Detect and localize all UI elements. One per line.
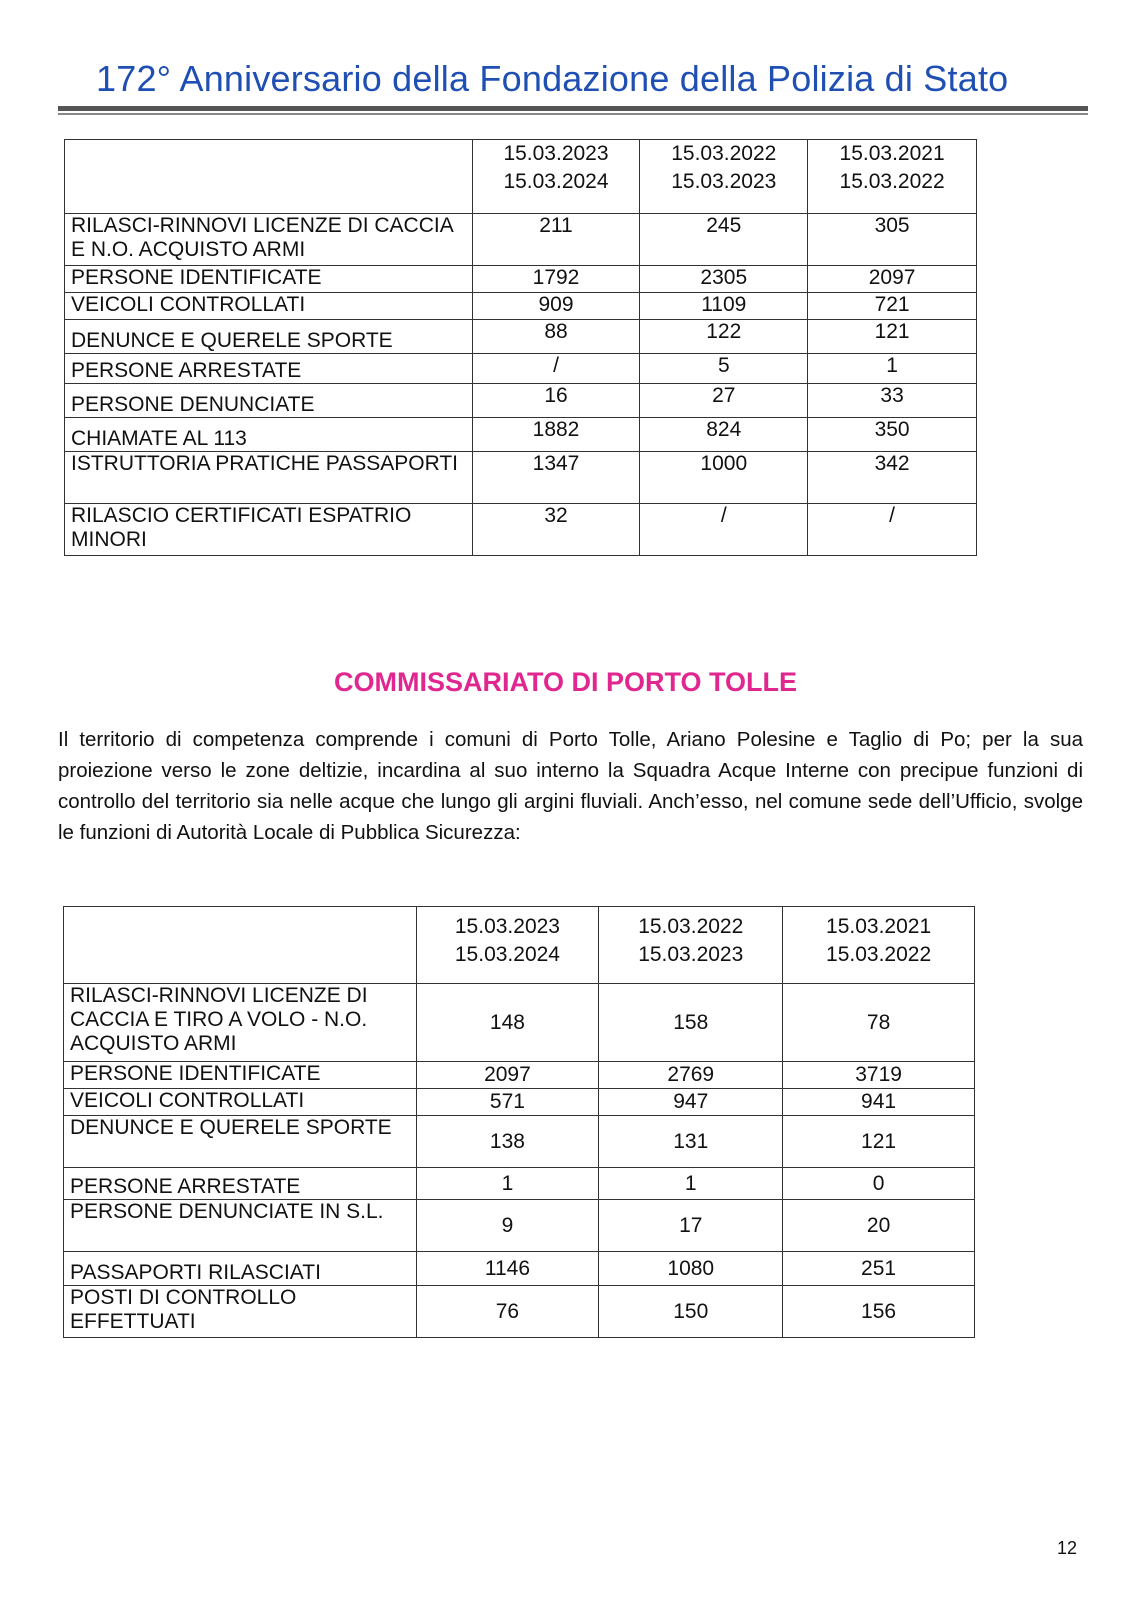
table-row [64,1168,975,1200]
row-value: 342 [808,452,977,504]
section-title: COMMISSARIATO DI PORTO TOLLE [333,667,798,697]
row-value: 131 [599,1116,783,1168]
row-value: 122 [640,320,808,354]
row-value: 9 [416,1200,599,1252]
row-value: 17 [599,1200,783,1252]
row-label: RILASCIO CERTIFICATI ESPATRIO MINORI [65,504,473,556]
row-value: 156 [783,1286,975,1338]
row-label: CHIAMATE AL 113 [65,418,473,452]
row-label: RILASCI-RINNOVI LICENZE DI CACCIA E TIRO A VOLO - N.O. ACQUISTO ARMI [64,984,417,1062]
table-row [64,1252,975,1286]
header-empty-cell [65,140,473,214]
row-value: 138 [416,1116,599,1168]
row-value: 16 [472,384,640,418]
row-label: PERSONE IDENTIFICATE [64,1062,417,1089]
table-row [64,1200,975,1252]
row-label: PERSONE ARRESTATE [65,354,473,384]
row-value: 27 [640,384,808,418]
row-value: 32 [472,504,640,556]
row-label: PERSONE DENUNCIATE [65,384,473,418]
table-header-row [64,907,975,984]
period-header: 15.03.2022 15.03.2023 [640,140,808,214]
row-value: 1 [808,354,977,384]
row-value: 1000 [640,452,808,504]
row-label: DENUNCE E QUERELE SPORTE [64,1116,417,1168]
page-number: 12 [1056,1538,1077,1558]
row-value: 251 [783,1252,975,1286]
table-row [64,1116,975,1168]
row-value: 1 [416,1168,599,1200]
row-value: 1882 [472,418,640,452]
row-label: PERSONE ARRESTATE [64,1168,417,1200]
row-value: 148 [416,984,599,1062]
row-value: 1109 [640,293,808,320]
table-row [65,354,977,384]
table-row [65,293,977,320]
table-row [65,418,977,452]
row-label: VEICOLI CONTROLLATI [64,1089,417,1116]
row-value: 158 [599,984,783,1062]
row-value: 2097 [416,1062,599,1089]
row-value: 824 [640,418,808,452]
stats-table-porto-tolle [63,906,975,1338]
row-value: 721 [808,293,977,320]
header-rule [58,106,1088,111]
row-value: 2097 [808,266,977,293]
row-value: 5 [640,354,808,384]
row-value: 78 [783,984,975,1062]
row-label: VEICOLI CONTROLLATI [65,293,473,320]
row-value: / [472,354,640,384]
row-label: DENUNCE E QUERELE SPORTE [65,320,473,354]
row-value: 909 [472,293,640,320]
row-value: 20 [783,1200,975,1252]
row-value: / [640,504,808,556]
row-label: PERSONE DENUNCIATE IN S.L. [64,1200,417,1252]
period-header: 15.03.2021 15.03.2022 [783,907,975,984]
table-row [64,1062,975,1089]
row-value: 150 [599,1286,783,1338]
row-value: 571 [416,1089,599,1116]
period-header: 15.03.2023 15.03.2024 [472,140,640,214]
period-header: 15.03.2023 15.03.2024 [416,907,599,984]
table-row [64,1286,975,1338]
table-row [65,504,977,556]
row-value: 1347 [472,452,640,504]
table-row [65,384,977,418]
row-label: ISTRUTTORIA PRATICHE PASSAPORTI [65,452,473,504]
row-value: 0 [783,1168,975,1200]
row-value: 1792 [472,266,640,293]
page-title: 172° Anniversario della Fondazione della Polizia di Stato [96,58,1009,99]
row-value: 941 [783,1089,975,1116]
row-value: 245 [640,214,808,266]
row-value: 2305 [640,266,808,293]
stats-table-questura [64,139,977,556]
row-value: 947 [599,1089,783,1116]
row-value: 76 [416,1286,599,1338]
row-value: 33 [808,384,977,418]
row-label: POSTI DI CONTROLLO EFFETTUATI [64,1286,417,1338]
row-value: 2769 [599,1062,783,1089]
period-header: 15.03.2021 15.03.2022 [808,140,977,214]
row-label: RILASCI-RINNOVI LICENZE DI CACCIA E N.O. ACQUISTO ARMI [65,214,473,266]
table-row [65,266,977,293]
table-row [64,984,975,1062]
table-row [65,214,977,266]
row-value: 88 [472,320,640,354]
table-row [64,1089,975,1116]
row-value: 121 [783,1116,975,1168]
row-value: 1 [599,1168,783,1200]
row-value: 121 [808,320,977,354]
row-value: / [808,504,977,556]
header-rule-thin [58,113,1088,115]
table-header-row [65,140,977,214]
table-row [65,320,977,354]
table-row [65,452,977,504]
row-value: 211 [472,214,640,266]
row-value: 1146 [416,1252,599,1286]
period-header: 15.03.2022 15.03.2023 [599,907,783,984]
row-value: 1080 [599,1252,783,1286]
row-label: PERSONE IDENTIFICATE [65,266,473,293]
row-value: 305 [808,214,977,266]
section-paragraph: Il territorio di competenza comprende i comuni di Porto Tolle, Ariano Polesine e Taglio di Po; per la sua proiezione verso le zone deltizie, incardina al suo interno la Squadra Acque Interne con precipue funzioni di controllo del territorio sia nelle acque che lungo gli argini fluviali. Anch’esso, nel comune sede dell’Ufficio, svolge le funzioni di Autorità Locale di Pubblica Sicurezza: [58,728,1083,844]
row-value: 3719 [783,1062,975,1089]
header-empty-cell [64,907,417,984]
row-label: PASSAPORTI RILASCIATI [64,1252,417,1286]
row-value: 350 [808,418,977,452]
